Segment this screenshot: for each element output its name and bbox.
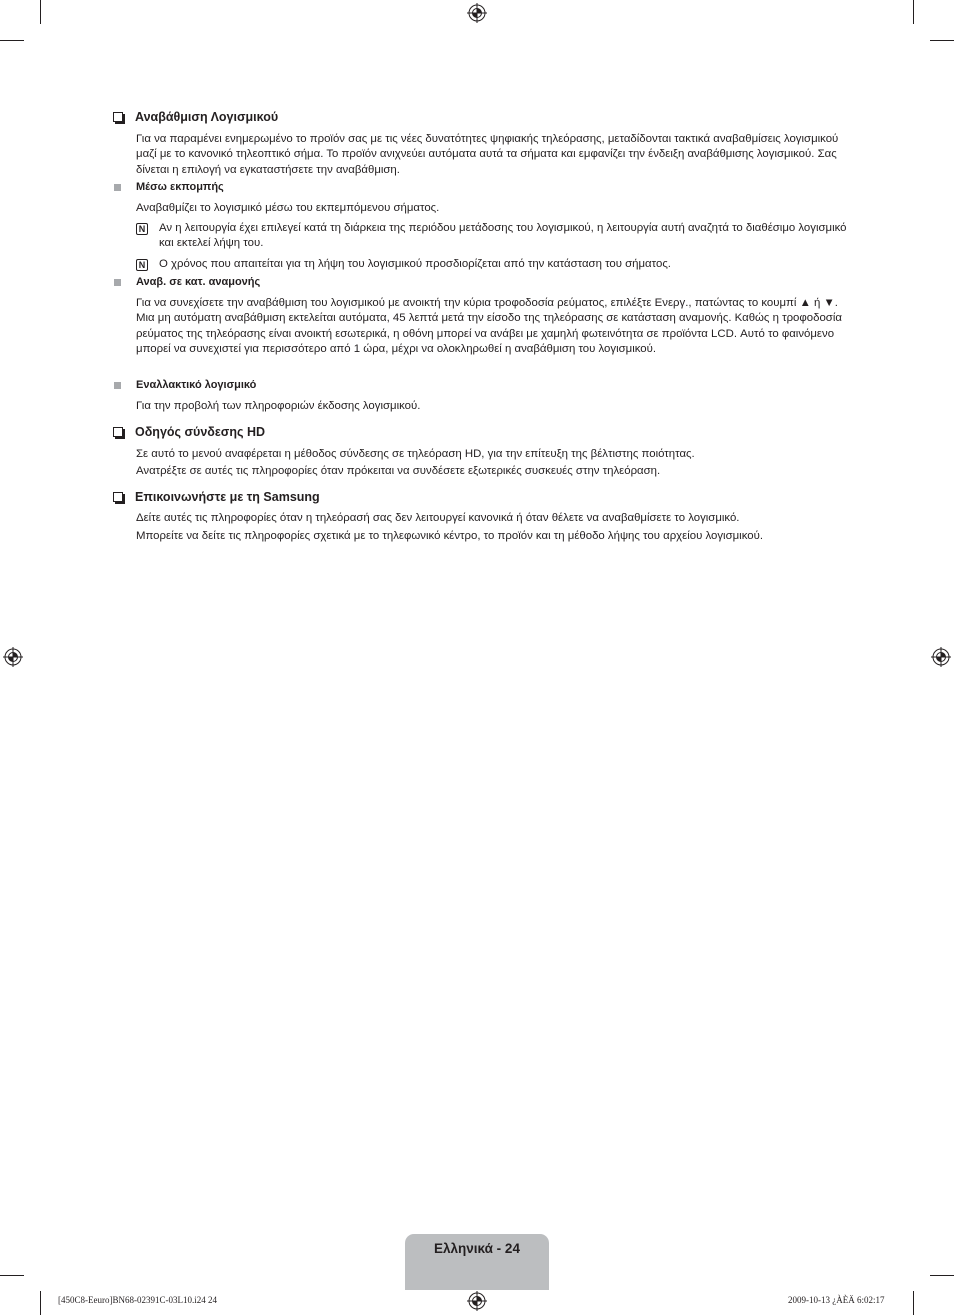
print-slug-left: [450C8-Eeuro]BN68-02391C-03L10.i24 24 xyxy=(58,1295,217,1305)
registration-mark-icon xyxy=(467,1291,487,1311)
checkbox-bullet-icon xyxy=(113,427,123,437)
crop-mark xyxy=(40,1291,41,1315)
section-line: Μπορείτε να δείτε τις πληροφορίες σχετικά με το τηλεφωνικό κέντρο, το προϊόν και τη μέθοδο λήψης του αρχείου λογισμικού. xyxy=(136,530,763,542)
crop-mark xyxy=(913,0,914,24)
crop-mark xyxy=(40,0,41,24)
checkbox-bullet-icon xyxy=(113,492,123,502)
crop-mark xyxy=(930,40,954,41)
page-number: Ελληνικά - 24 xyxy=(434,1241,520,1256)
section-line: Σε αυτό το μενού αναφέρεται η μέθοδος σύνδεσης σε τηλεόραση HD, για την επίτευξη της βέλτιστης ποιότητας. xyxy=(136,448,695,460)
note-icon: N xyxy=(136,223,148,235)
section-line: Ανατρέξτε σε αυτές τις πληροφορίες όταν πρόκειται να συνδέσετε εξωτερικές συσκευές στην τηλεόραση. xyxy=(136,465,661,477)
registration-mark-icon xyxy=(3,647,23,667)
item-text: Για την προβολή των πληροφοριών έκδοσης λογισμικού. xyxy=(136,400,421,412)
section-title-hd-connection-guide: Οδηγός σύνδεσης HD xyxy=(112,425,265,439)
section-title-contact-samsung: Επικοινωνήστε με τη Samsung xyxy=(112,490,320,504)
item-text: Αναβαθμίζει το λογισμικό μέσω του εκπεμπόμενου σήματος. xyxy=(136,202,440,214)
square-bullet-icon xyxy=(114,382,121,389)
note: N Αν η λειτουργία έχει επιλεγεί κατά τη διάρκεια της περιόδου μετάδοσης του λογισμικού, η λειτουργία αυτή αναζητά το διαθέσιμο λογισμικό και εκτελεί λήψη του. xyxy=(136,221,856,252)
print-slug-right: 2009-10-13 ¿ÀÈÄ 6:02:17 xyxy=(788,1295,885,1305)
registration-mark-icon xyxy=(467,3,487,23)
section-title-software-upgrade: Αναβάθμιση Λογισμικού xyxy=(112,110,278,124)
note-icon: N xyxy=(136,259,148,271)
crop-mark xyxy=(0,1275,24,1276)
crop-mark xyxy=(930,1275,954,1276)
crop-mark xyxy=(0,40,24,41)
square-bullet-icon xyxy=(114,279,121,286)
item-title-by-broadcast: Μέσω εκπομπής xyxy=(114,181,224,193)
note: N Ο χρόνος που απαιτείται για τη λήψη του λογισμικού προσδιορίζεται από την κατάσταση του σήματος. xyxy=(136,257,856,272)
square-bullet-icon xyxy=(114,184,121,191)
crop-mark xyxy=(913,1291,914,1315)
section-intro: Για να παραμένει ενημερωμένο το προϊόν σας με τις νέες δυνατότητες ψηφιακής τηλεόρασης, μεταδίδονται τακτικά αναβαθμίσεις λογισμικού μαζί με το κανονικό τηλεοπτικό σήμα. Το προϊόν ανιχνεύει αυτόματα αυτά τα σήματα και εμφανίζει την ένδειξη αναβάθμισης λογισμικού. Σας δίνεται η επιλογή να εγκαταστήσετε την αναβάθμιση. xyxy=(136,133,839,176)
item-title-standby-mode-upgrade: Αναβ. σε κατ. αναμονής xyxy=(114,276,260,288)
item-text: Για να συνεχίσετε την αναβάθμιση του λογισμικού με ανοικτή την κύρια τροφοδοσία ρεύματος, επιλέξτε Ενεργ., πατώντας το κουμπί ▲ ή ▼. Μια μη αυτόματη αναβάθμιση εκτελείται αυτόματα, 45 λεπτά μετά την είσοδο της τηλεόρασης σε κατάσταση αναμονής. Καθώς η τροφοδοσία ρεύματος της τηλεόρασης είναι ανοικτή εσωτερικά, η οθόνη μπορεί να ανάβει με χαμηλή φωτεινότητα σε προϊόντα LCD. Αυτό το φαινόμενο μπορεί να συνεχιστεί για περισσότερο από 1 ώρα, μέχρι να ολοκληρωθεί η αναβάθμιση του λογισμικού. xyxy=(136,297,842,356)
section-line: Δείτε αυτές τις πληροφορίες όταν η τηλεόρασή σας δεν λειτουργεί κανονικά ή όταν θέλετε να αναβαθμίσετε το λογισμικό. xyxy=(136,512,740,524)
checkbox-bullet-icon xyxy=(113,112,123,122)
item-title-alternative-software: Εναλλακτικό λογισμικό xyxy=(114,379,256,391)
registration-mark-icon xyxy=(931,647,951,667)
